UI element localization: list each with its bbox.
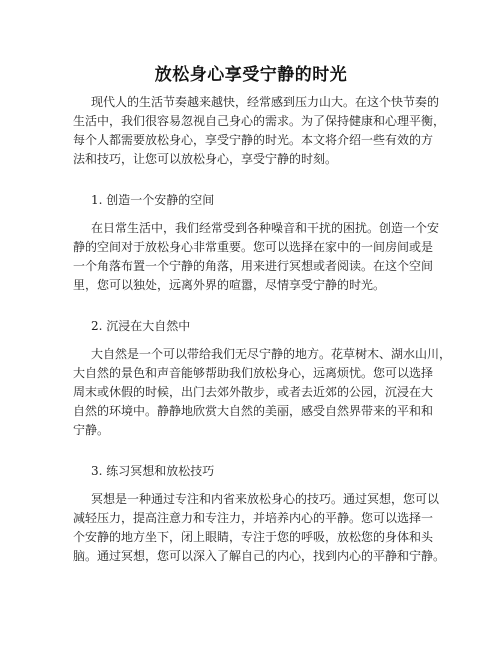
section-heading-1: 1. 创造一个安静的空间 — [91, 193, 215, 207]
paragraph-line: 个安静的地方坐下，闭上眼睛，专注于您的呼吸，放松您的身体和头 — [73, 530, 434, 544]
paragraph-line: 在日常生活中，我们经常受到各种噪音和干扰的困扰。创造一个安 — [91, 221, 440, 235]
section-2-paragraph — [73, 345, 452, 440]
section-heading-2: 2. 沉浸在大自然中 — [91, 319, 191, 333]
paragraph-line: 静的空间对于放松身心非常重要。您可以选择在家中的一间房间或是 — [73, 240, 434, 254]
paragraph-line: 宁静。 — [73, 423, 110, 437]
paragraph-line: 大自然是一个可以带给我们无尽宁静的地方。花草树木、湖水山川， — [91, 347, 452, 361]
intro-line: 法和技巧，让您可以放松身心，享受宁静的时刻。 — [73, 152, 338, 166]
paragraph-line: 减轻压力，提高注意力和专注力，并培养内心的平静。您可以选择一 — [73, 511, 434, 525]
intro-line: 现代人的生活节奏越来越快，经常感到压力山大。在这个快节奏的 — [91, 95, 440, 109]
section-3-paragraph — [73, 490, 446, 566]
paragraph-line: 冥想是一种通过专注和内省来放松身心的技巧。通过冥想，您可以 — [91, 492, 440, 506]
paragraph-line: 脑。通过冥想，您可以深入了解自己的内心，找到内心的平静和宁静。 — [73, 549, 446, 563]
intro-line: 每个人都需要放松身心，享受宁静的时光。本文将介绍一些有效的方 — [73, 133, 434, 147]
paragraph-line: 周末或休假的时候，出门去郊外散步，或者去近郊的公园，沉浸在大 — [73, 385, 434, 399]
intro-paragraph — [73, 93, 446, 169]
paragraph-line: 里，您可以独处，远离外界的喧嚣，尽情享受宁静的时光。 — [73, 278, 386, 292]
paragraph-line: 一个角落布置一个宁静的角落，用来进行冥想或者阅读。在这个空间 — [73, 259, 434, 273]
intro-line: 生活中，我们很容易忽视自己身心的需求。为了保持健康和心理平衡， — [73, 114, 446, 128]
paragraph-line: 大自然的景色和声音能够帮助我们放松身心，远离烦忧。您可以选择 — [73, 366, 434, 380]
section-heading-3: 3. 练习冥想和放松技巧 — [91, 464, 215, 478]
section-1-paragraph — [73, 219, 443, 295]
page-title: 放松身心享受宁静的时光 — [154, 65, 348, 85]
paragraph-line: 自然的环境中。静静地欣赏大自然的美丽，感受自然界带来的平和和 — [73, 404, 434, 418]
